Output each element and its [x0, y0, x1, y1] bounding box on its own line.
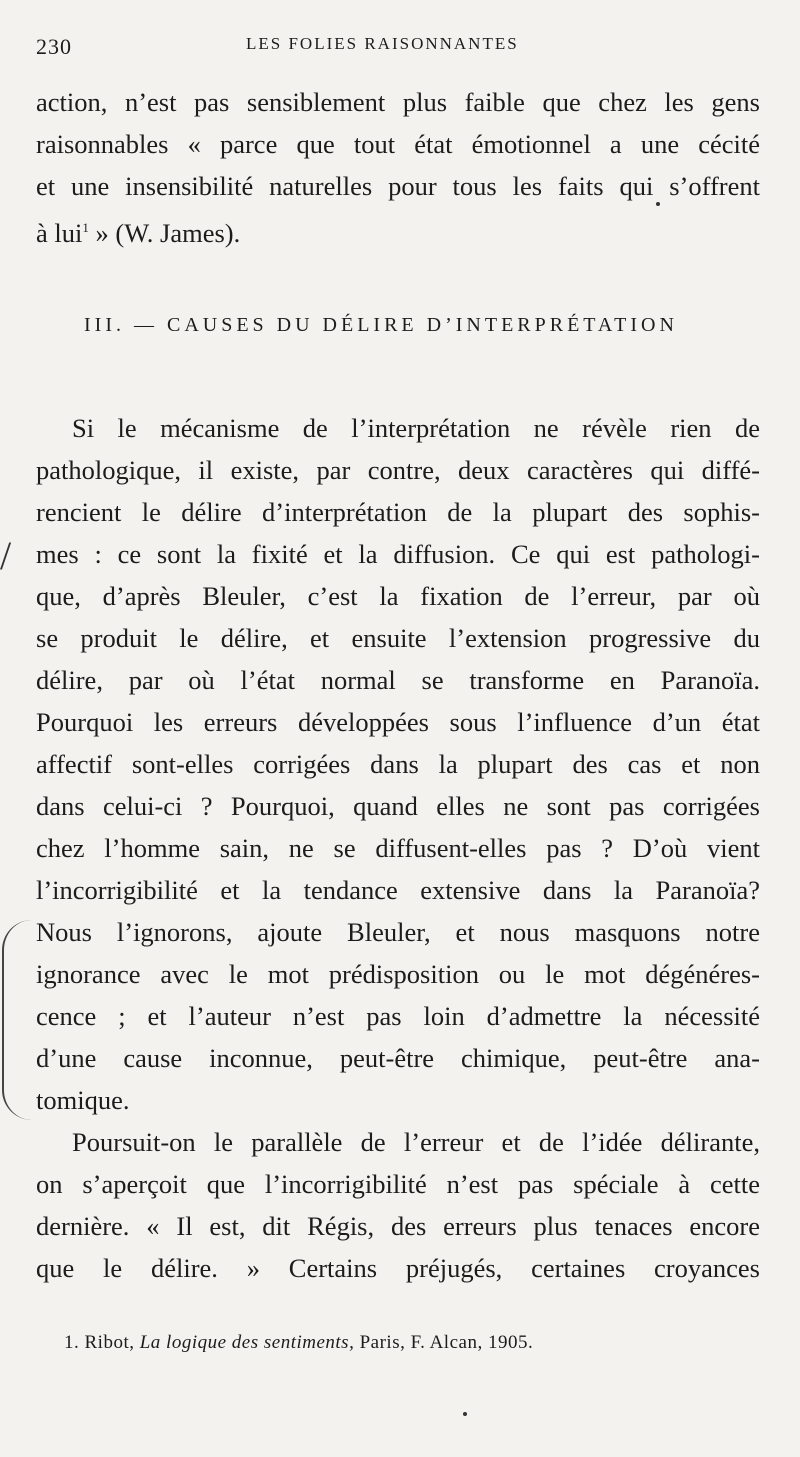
footnote: [64, 1332, 744, 1354]
text-line: tomique.: [36, 1085, 130, 1115]
text-line: raisonnables « parce que tout état émotionnel a une cécité: [36, 129, 760, 159]
text-line: délire, par où l’état normal se transforme en Paranoïa.: [36, 665, 760, 695]
footnote-ref: 1: [82, 220, 89, 235]
text-line: se produit le délire, et ensuite l’extension progressive du: [36, 623, 760, 653]
footnote-title: La logique des sentiments,: [139, 1332, 355, 1353]
footnote-author: Ribot,: [84, 1332, 135, 1353]
text-line: on s’aperçoit que l’incorrigibilité n’est pas spéciale à cette: [36, 1169, 760, 1199]
text-line: que le délire. » Certains préjugés, certaines croyances: [36, 1253, 760, 1283]
running-head: LES FOLIES RAISONNANTES: [246, 34, 519, 53]
ink-speck: [463, 1412, 467, 1416]
text-line: Poursuit-on le parallèle de l’erreur et de l’idée délirante,: [72, 1127, 760, 1157]
text-line: cence ; et l’auteur n’est pas loin d’admettre la nécessité: [36, 1001, 760, 1031]
footnote-rest: Paris, F. Alcan, 1905.: [359, 1332, 534, 1353]
text-fragment: » (W. James).: [88, 217, 241, 248]
text-line: d’une cause inconnue, peut-être chimique, peut-être ana-: [36, 1043, 760, 1073]
text-line: mes : ce sont la fixité et la diffusion. Ce qui est pathologi-: [36, 539, 760, 569]
section-heading: III. — CAUSES DU DÉLIRE D’INTERPRÉTATION: [84, 314, 678, 336]
page-header: [36, 30, 756, 66]
text-line: action, n’est pas sensiblement plus faible que chez les gens: [36, 87, 760, 117]
text-line: [36, 208, 760, 253]
text-line: affectif sont-elles corrigées dans la plupart des cas et non: [36, 749, 760, 779]
ink-speck: [656, 202, 660, 206]
text-line: Nous l’ignorons, ajoute Bleuler, et nous masquons notre: [36, 917, 760, 947]
text-line: dans celui-ci ? Pourquoi, quand elles ne sont pas corrigées: [36, 791, 760, 821]
page-number: 230: [36, 34, 72, 59]
text-line: ignorance avec le mot prédisposition ou le mot dégénéres-: [36, 959, 760, 989]
margin-bracket-mark: [2, 920, 34, 1120]
text-line: Pourquoi les erreurs développées sous l’influence d’un état: [36, 707, 760, 737]
footnote-number: 1.: [64, 1332, 80, 1353]
text-line: rencient le délire d’interprétation de la plupart des sophis-: [36, 497, 760, 527]
text-line: dernière. « Il est, dit Régis, des erreurs plus tenaces encore: [36, 1211, 760, 1241]
text-line: l’incorrigibilité et la tendance extensive dans la Paranoïa?: [36, 875, 760, 905]
text-fragment: à lui: [36, 217, 83, 248]
text-line: que, d’après Bleuler, c’est la fixation de l’erreur, par où: [36, 581, 760, 611]
text-line: Si le mécanisme de l’interprétation ne révèle rien de: [72, 413, 760, 443]
text-line: chez l’homme sain, ne se diffusent-elles pas ? D’où vient: [36, 833, 760, 863]
text-line: pathologique, il existe, par contre, deux caractères qui diffé-: [36, 455, 760, 485]
text-line: et une insensibilité naturelles pour tous les faits qui s’offrent: [36, 171, 760, 201]
margin-slash-mark: /: [0, 533, 12, 578]
